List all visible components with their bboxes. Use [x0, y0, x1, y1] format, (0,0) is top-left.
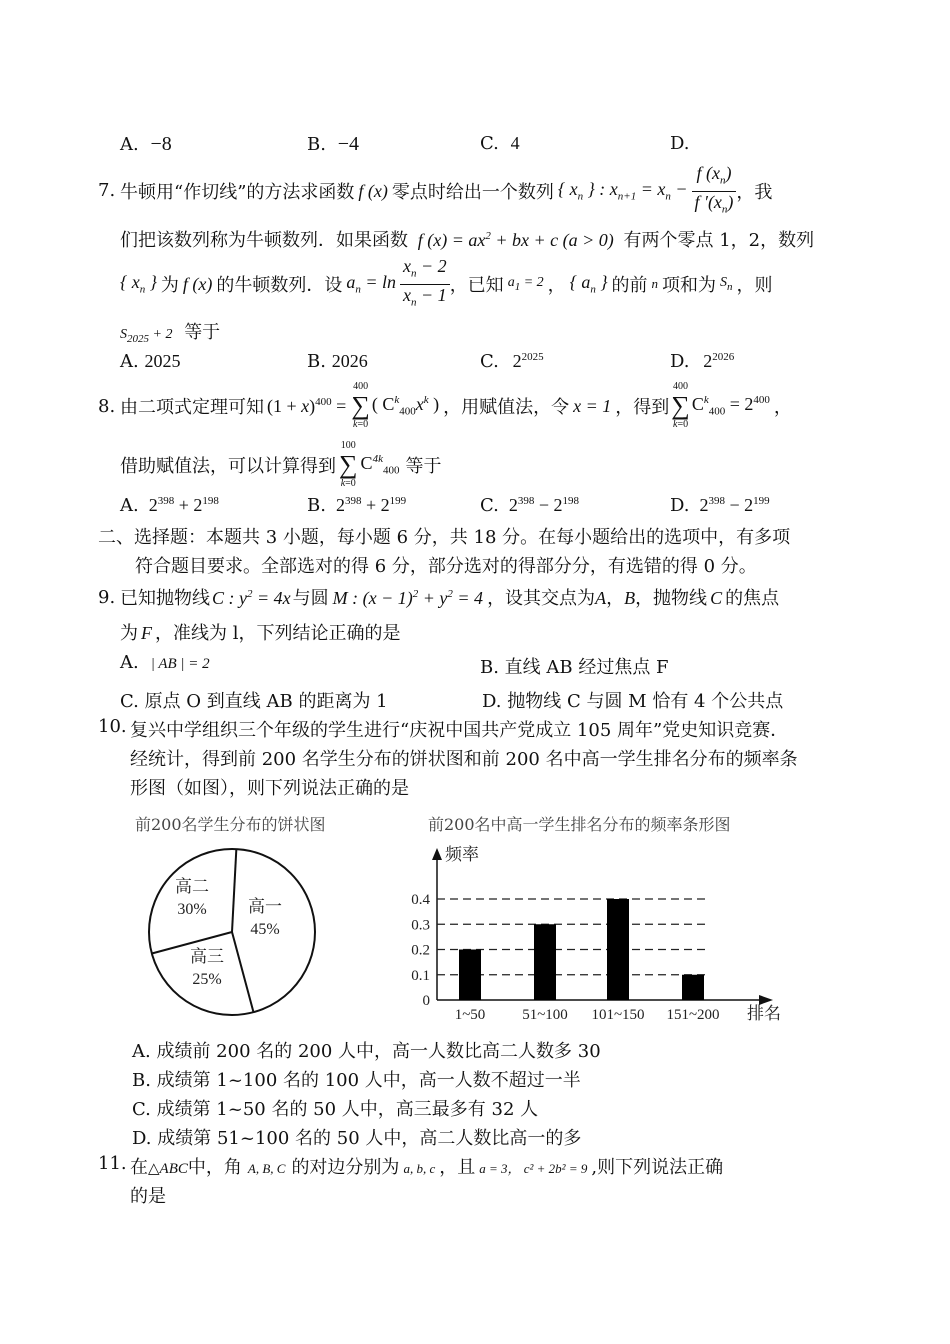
pie-slice-value-2: 30%	[177, 901, 207, 918]
q8-line1: 由二项式定理可知 $(1 + x)^{400}$ = 400 ∑ k=0 ( $C_{k400}x^k$ ) ，用赋值法，令 x = 1 ，得到 400 ∑ k=0 $C_{k400} = 2^{400}$ ，	[120, 381, 792, 430]
q10-option-b: B. 成绩第 1~100 名的 100 人中，高一人数不超过一半	[132, 1070, 581, 1091]
q8-option-c: C. $2^{398} - 2^{198}$	[480, 495, 580, 516]
q8-option-a: A. $2^{398} + 2^{198}$	[120, 495, 219, 516]
q11-number: 11.	[98, 1153, 127, 1174]
q6-option-d: D.	[670, 133, 690, 154]
y-axis-label: 频率	[445, 845, 479, 864]
q9-option-b: B. 直线 AB 经过焦点 F	[480, 657, 669, 678]
pie-chart-title: 前200名学生分布的饼状图	[135, 815, 326, 834]
q8-line2: 借助赋值法，可以计算得到 100 ∑ k=0 $C_{4k400}$ 等于	[120, 440, 442, 489]
y-tick-label: 0.3	[411, 917, 430, 934]
q10-line2: 经统计，得到前 200 名学生分布的饼状图和前 200 名中高一学生排名分布的频率条	[130, 749, 798, 770]
q9-line2: 为 F ，准线为 l，下列结论正确的是	[120, 623, 401, 644]
q7-option-b: B. 2026	[307, 351, 368, 372]
q6-option-c: C. 4	[480, 133, 520, 154]
q8-option-d: D. $2^{398} - 2^{199}$	[670, 495, 770, 516]
pie-slice-label-2: 高二	[175, 877, 209, 896]
bar-51~100	[534, 924, 556, 1000]
q6-option-a: A. −8	[120, 133, 172, 155]
q6-option-b: B. −4	[307, 133, 359, 155]
x-axis-label: 排名	[747, 1004, 781, 1023]
bar-1~50	[459, 950, 481, 1001]
q7-option-a: A. 2025	[120, 351, 181, 372]
q10-option-a: A. 成绩前 200 名的 200 人中，高一人数比高二人数多 30	[132, 1041, 601, 1062]
pie-slice-value-1: 45%	[250, 921, 280, 938]
x-tick-label: 151~200	[666, 1007, 720, 1023]
q9-number: 9.	[98, 587, 116, 608]
q9-option-a: A. | AB | = 2	[120, 652, 210, 673]
section2-line2: 符合题目要求。全部选对的得 6 分，部分选对的得部分分，有选错的得 0 分。	[135, 556, 757, 577]
x-tick-label: 51~100	[522, 1007, 568, 1023]
q11-line1: 在△ABC中，角 A, B, C 的对边分别为 a, b, c ，且 a = 3， c² + 2b² = 9 ,则下列说法正确	[130, 1157, 724, 1178]
q9-option-c: C. 原点 O 到直线 AB 的距离为 1	[120, 691, 388, 712]
x-tick-label: 101~150	[591, 1007, 645, 1023]
section2-line1: 二、选择题：本题共 3 小题，每小题 6 分，共 18 分。在每小题给出的选项中，有多项	[98, 527, 791, 548]
bar-chart	[395, 838, 795, 1028]
q10-option-d: D. 成绩第 51~100 名的 50 人中，高二人数比高一的多	[132, 1128, 582, 1149]
q7-option-c: C. $2^{2025}$	[480, 351, 544, 372]
q10-line1: 复兴中学组织三个年级的学生进行“庆祝中国共产党成立 105 周年”党史知识竞赛．	[130, 720, 789, 741]
pie-slice-label-1: 高一	[248, 897, 282, 916]
y-tick-label: 0.1	[411, 967, 430, 984]
pie-slice-value-3: 25%	[192, 971, 222, 988]
q7-line2: 们把该数列称为牛顿数列．如果函数 f $(x) = ax^2$ + bx + c (a > 0) 有两个零点 1，2，数列	[120, 230, 815, 251]
bar-chart-title: 前200名中高一学生排名分布的频率条形图	[428, 815, 731, 834]
q7-option-d: D. $2^{2026}$	[670, 351, 735, 372]
y-tick-label: 0	[422, 993, 430, 1009]
q7-recurrence: { $x_n$ } : $x_{n+1} = x_n$ −	[557, 179, 688, 203]
x-tick-label: 1~50	[454, 1007, 486, 1023]
q10-line3: 形图（如图），则下列说法正确的是	[130, 778, 409, 799]
pie-slice-label-3: 高三	[190, 947, 224, 966]
q7-options	[120, 351, 840, 375]
q7-line3: { $x_n$ } 为 f (x) 的牛顿数列．设 $a_n = \ln$ $\frac{x_n - 2}{x_n - 1}$ ，已知 $a_1 = 2$ ， { $a_n$ } 的前 n 项和为 $S_n$ ，则	[120, 255, 773, 309]
q10-option-c: C. 成绩第 1~50 名的 50 人中，高三最多有 32 人	[132, 1099, 539, 1120]
y-tick-label: 0.2	[411, 942, 430, 959]
q8-options	[120, 495, 840, 519]
q7-line1: 牛顿用“作切线”的方法求函数 f (x) 零点时给出一个数列 { $x_n$ } : $x_{n+1} = x_n$ − $\frac{f (x_n)}{f '(x_n)}$ ，我	[120, 165, 772, 217]
y-axis-arrow	[432, 848, 442, 860]
q9-option-d: D. 抛物线 C 与圆 M 恰有 4 个公共点	[482, 691, 784, 712]
q7-fx: f (x)	[358, 180, 388, 201]
q11-line2: 的是	[130, 1186, 166, 1207]
q7-line4: $S_{2025} + 2$ 等于	[120, 322, 221, 345]
q7-number: 7.	[98, 180, 116, 201]
q8-option-b: B. $2^{398} + 2^{199}$	[307, 495, 407, 516]
q10-number: 10.	[98, 716, 127, 737]
bar-101~150	[607, 899, 629, 1000]
y-tick-label: 0.4	[411, 892, 430, 908]
q9-line1: 已知抛物线 C : $y^2 = 4x$ 与圆 M : $(x - 1)^2 + y^2 = 4$ ，设其交点为A，B，抛物线 C 的焦点	[120, 588, 780, 609]
pie-chart	[140, 840, 340, 1030]
q7-fraction: $\frac{f (x_n)}{f '(x_n)}$	[692, 163, 737, 219]
bar-151~200	[682, 975, 704, 1000]
q8-number: 8.	[98, 396, 116, 417]
